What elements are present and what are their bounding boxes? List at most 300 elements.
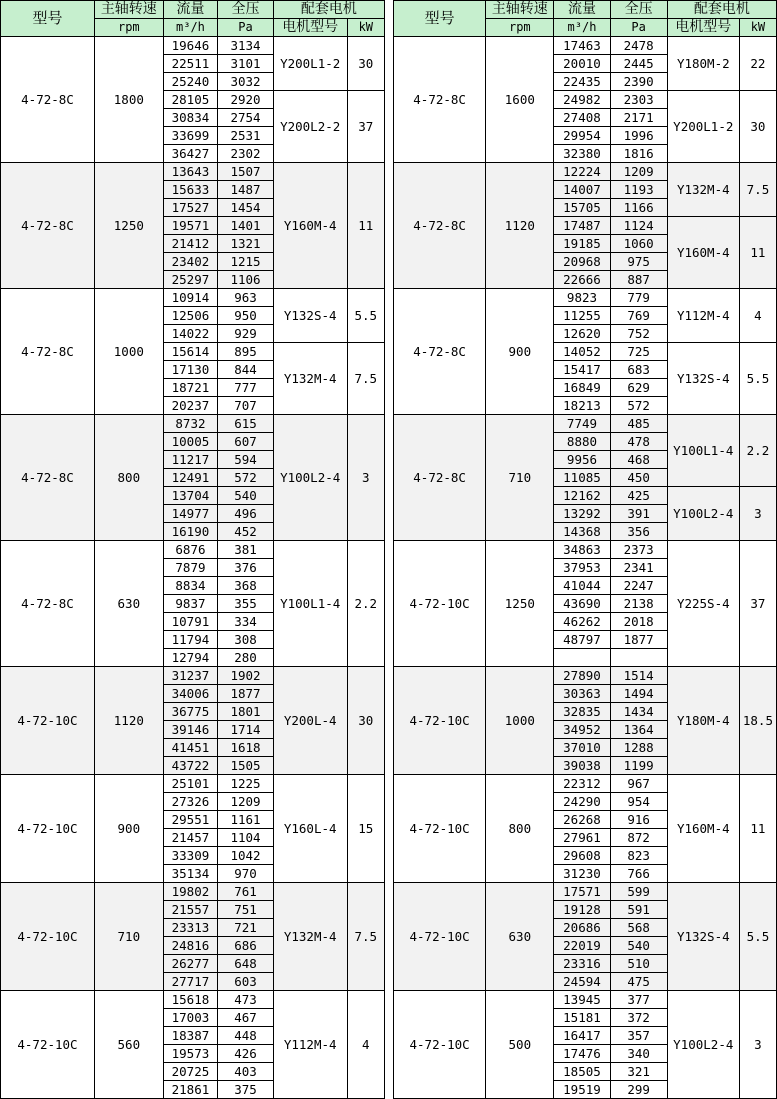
pressure-cell: 2302 — [218, 145, 274, 163]
table-body-left — [1, 37, 385, 1099]
flow-cell: 33699 — [163, 127, 218, 145]
flow-cell: 15705 — [554, 199, 610, 217]
flow-cell: 17003 — [163, 1009, 218, 1027]
flow-cell: 34006 — [163, 685, 218, 703]
pressure-cell: 426 — [218, 1045, 274, 1063]
flow-cell: 12794 — [163, 649, 218, 667]
flow-cell: 17463 — [554, 37, 610, 55]
pressure-cell: 2303 — [610, 91, 667, 109]
speed-cell: 900 — [94, 775, 163, 883]
motor-model-cell: Y160M-4 — [273, 163, 347, 289]
pressure-cell: 1401 — [218, 217, 274, 235]
pressure-cell: 372 — [610, 1009, 667, 1027]
speed-cell: 1000 — [94, 289, 163, 415]
flow-cell: 15618 — [163, 991, 218, 1009]
flow-cell: 19185 — [554, 235, 610, 253]
table-row — [1, 883, 385, 901]
flow-cell: 17487 — [554, 217, 610, 235]
motor-power-cell: 11 — [739, 217, 776, 289]
pressure-cell: 2018 — [610, 613, 667, 631]
pressure-cell: 1505 — [218, 757, 274, 775]
flow-cell: 12224 — [554, 163, 610, 181]
flow-cell: 31237 — [163, 667, 218, 685]
flow-cell: 21412 — [163, 235, 218, 253]
motor-power-cell: 5.5 — [739, 343, 776, 415]
speed-cell: 1250 — [94, 163, 163, 289]
header-motor-group: 配套电机 — [273, 1, 384, 19]
pressure-cell: 769 — [610, 307, 667, 325]
pressure-cell: 1124 — [610, 217, 667, 235]
motor-power-cell: 4 — [347, 991, 384, 1099]
speed-cell: 1120 — [94, 667, 163, 775]
pressure-cell: 1166 — [610, 199, 667, 217]
flow-cell: 32380 — [554, 145, 610, 163]
speed-cell: 900 — [486, 289, 554, 415]
flow-cell: 25240 — [163, 73, 218, 91]
model-cell: 4-72-8C — [394, 415, 486, 541]
flow-cell: 14977 — [163, 505, 218, 523]
flow-cell: 21557 — [163, 901, 218, 919]
pressure-cell: 950 — [218, 307, 274, 325]
pressure-cell: 2445 — [610, 55, 667, 73]
flow-cell: 11085 — [554, 469, 610, 487]
motor-model-cell: Y112M-4 — [667, 289, 739, 343]
flow-cell: 27717 — [163, 973, 218, 991]
flow-cell: 24594 — [554, 973, 610, 991]
table-row — [394, 289, 777, 307]
flow-cell: 35134 — [163, 865, 218, 883]
flow-cell: 17476 — [554, 1045, 610, 1063]
flow-cell: 15181 — [554, 1009, 610, 1027]
pressure-cell: 448 — [218, 1027, 274, 1045]
pressure-cell: 1288 — [610, 739, 667, 757]
pressure-cell: 1193 — [610, 181, 667, 199]
pressure-cell: 895 — [218, 343, 274, 361]
motor-power-cell: 11 — [347, 163, 384, 289]
pressure-cell: 761 — [218, 883, 274, 901]
pressure-cell: 473 — [218, 991, 274, 1009]
flow-cell: 22435 — [554, 73, 610, 91]
pressure-cell: 629 — [610, 379, 667, 397]
header-pressure: 全压 — [610, 1, 667, 19]
header-motor-model: 电机型号 — [273, 19, 347, 37]
speed-cell: 560 — [94, 991, 163, 1099]
pressure-cell: 607 — [218, 433, 274, 451]
pressure-cell: 779 — [610, 289, 667, 307]
speed-cell: 710 — [94, 883, 163, 991]
pressure-cell: 475 — [610, 973, 667, 991]
pressure-cell: 321 — [610, 1063, 667, 1081]
table-row — [1, 775, 385, 793]
motor-power-cell: 4 — [739, 289, 776, 343]
speed-cell: 630 — [94, 541, 163, 667]
flow-cell: 6876 — [163, 541, 218, 559]
flow-cell: 11217 — [163, 451, 218, 469]
motor-power-cell: 30 — [347, 667, 384, 775]
header-flow-unit: m³/h — [163, 19, 218, 37]
flow-cell: 19802 — [163, 883, 218, 901]
flow-cell: 16849 — [554, 379, 610, 397]
flow-cell: 18721 — [163, 379, 218, 397]
pressure-cell: 572 — [610, 397, 667, 415]
flow-cell: 31230 — [554, 865, 610, 883]
motor-power-cell: 2.2 — [739, 415, 776, 487]
pressure-cell: 777 — [218, 379, 274, 397]
pressure-cell: 1514 — [610, 667, 667, 685]
motor-power-cell: 5.5 — [347, 289, 384, 343]
pressure-cell: 751 — [218, 901, 274, 919]
pressure-cell: 468 — [610, 451, 667, 469]
pressure-cell: 280 — [218, 649, 274, 667]
flow-cell: 43690 — [554, 595, 610, 613]
flow-cell: 23316 — [554, 955, 610, 973]
pressure-cell: 683 — [610, 361, 667, 379]
pressure-cell: 1877 — [610, 631, 667, 649]
pressure-cell: 368 — [218, 577, 274, 595]
flow-cell: 32835 — [554, 703, 610, 721]
pressure-cell: 467 — [218, 1009, 274, 1027]
pressure-cell: 594 — [218, 451, 274, 469]
motor-model-cell: Y132M-4 — [273, 343, 347, 415]
pressure-cell: 381 — [218, 541, 274, 559]
flow-cell: 21861 — [163, 1081, 218, 1099]
flow-cell: 29551 — [163, 811, 218, 829]
speed-cell: 500 — [486, 991, 554, 1099]
flow-cell: 33309 — [163, 847, 218, 865]
flow-cell: 19646 — [163, 37, 218, 55]
motor-model-cell: Y132S-4 — [667, 343, 739, 415]
flow-cell: 11794 — [163, 631, 218, 649]
header-power: kW — [347, 19, 384, 37]
header-speed-unit: rpm — [486, 19, 554, 37]
flow-cell: 14022 — [163, 325, 218, 343]
flow-cell: 15614 — [163, 343, 218, 361]
motor-model-cell: Y180M-2 — [667, 37, 739, 91]
motor-power-cell: 37 — [347, 91, 384, 163]
pressure-cell: 1060 — [610, 235, 667, 253]
flow-cell: 29608 — [554, 847, 610, 865]
flow-cell: 36427 — [163, 145, 218, 163]
flow-cell: 9837 — [163, 595, 218, 613]
pressure-cell: 1106 — [218, 271, 274, 289]
model-cell: 4-72-10C — [394, 541, 486, 667]
flow-cell: 22312 — [554, 775, 610, 793]
flow-cell: 9823 — [554, 289, 610, 307]
table-row — [394, 667, 777, 685]
motor-power-cell: 30 — [739, 91, 776, 163]
pressure-cell: 1215 — [218, 253, 274, 271]
model-cell: 4-72-10C — [394, 991, 486, 1099]
pressure-cell: 1816 — [610, 145, 667, 163]
flow-cell: 43722 — [163, 757, 218, 775]
motor-power-cell: 2.2 — [347, 541, 384, 667]
flow-cell: 19571 — [163, 217, 218, 235]
flow-cell: 18213 — [554, 397, 610, 415]
pressure-cell: 425 — [610, 487, 667, 505]
flow-cell: 7879 — [163, 559, 218, 577]
pressure-cell: 887 — [610, 271, 667, 289]
model-cell: 4-72-10C — [1, 883, 95, 991]
table-row — [394, 415, 777, 433]
model-cell: 4-72-8C — [394, 163, 486, 289]
table-row — [394, 37, 777, 55]
flow-cell: 27326 — [163, 793, 218, 811]
motor-model-cell: Y132M-4 — [273, 883, 347, 991]
motor-power-cell: 22 — [739, 37, 776, 91]
table-row — [1, 37, 385, 55]
header-pressure-unit: Pa — [610, 19, 667, 37]
table-row — [1, 541, 385, 559]
flow-cell: 14368 — [554, 523, 610, 541]
pressure-cell: 1877 — [218, 685, 274, 703]
table-row — [394, 541, 777, 559]
flow-cell: 29954 — [554, 127, 610, 145]
flow-cell: 22666 — [554, 271, 610, 289]
flow-cell: 12491 — [163, 469, 218, 487]
flow-cell: 41451 — [163, 739, 218, 757]
flow-cell: 12620 — [554, 325, 610, 343]
table-row — [394, 163, 777, 181]
flow-cell: 13292 — [554, 505, 610, 523]
flow-cell: 20968 — [554, 253, 610, 271]
motor-model-cell: Y200L1-2 — [273, 37, 347, 91]
pressure-cell — [610, 649, 667, 667]
flow-cell: 22019 — [554, 937, 610, 955]
pressure-cell: 721 — [218, 919, 274, 937]
pressure-cell: 707 — [218, 397, 274, 415]
table-row — [394, 991, 777, 1009]
speed-cell: 1800 — [94, 37, 163, 163]
flow-cell: 8732 — [163, 415, 218, 433]
pressure-cell: 844 — [218, 361, 274, 379]
model-cell: 4-72-8C — [394, 37, 486, 163]
pressure-cell: 1902 — [218, 667, 274, 685]
pressure-cell: 1209 — [610, 163, 667, 181]
table-row — [394, 883, 777, 901]
pressure-cell: 603 — [218, 973, 274, 991]
pressure-cell: 2341 — [610, 559, 667, 577]
pressure-cell: 725 — [610, 343, 667, 361]
motor-model-cell: Y200L1-2 — [667, 91, 739, 163]
motor-model-cell: Y160M-4 — [667, 775, 739, 883]
pressure-cell: 3101 — [218, 55, 274, 73]
table-row — [1, 289, 385, 307]
model-cell: 4-72-8C — [1, 541, 95, 667]
flow-cell: 30363 — [554, 685, 610, 703]
flow-cell: 23402 — [163, 253, 218, 271]
motor-model-cell: Y100L2-4 — [667, 991, 739, 1099]
pressure-cell: 1494 — [610, 685, 667, 703]
pressure-cell: 540 — [218, 487, 274, 505]
header-speed: 主轴转速 — [486, 1, 554, 19]
pressure-cell: 3032 — [218, 73, 274, 91]
pressure-cell: 377 — [610, 991, 667, 1009]
model-cell: 4-72-8C — [1, 289, 95, 415]
flow-cell: 14007 — [554, 181, 610, 199]
pressure-cell: 2247 — [610, 577, 667, 595]
model-cell: 4-72-10C — [394, 667, 486, 775]
speed-cell: 710 — [486, 415, 554, 541]
header-flow-unit: m³/h — [554, 19, 610, 37]
flow-cell: 23313 — [163, 919, 218, 937]
flow-cell: 10914 — [163, 289, 218, 307]
pressure-cell: 1618 — [218, 739, 274, 757]
flow-cell: 34863 — [554, 541, 610, 559]
flow-cell: 18387 — [163, 1027, 218, 1045]
pressure-cell: 1714 — [218, 721, 274, 739]
motor-model-cell: Y100L2-4 — [667, 487, 739, 541]
model-cell: 4-72-8C — [1, 163, 95, 289]
speed-cell: 1120 — [486, 163, 554, 289]
flow-cell: 48797 — [554, 631, 610, 649]
pressure-cell: 2920 — [218, 91, 274, 109]
pressure-cell: 391 — [610, 505, 667, 523]
flow-cell: 19573 — [163, 1045, 218, 1063]
flow-cell: 16190 — [163, 523, 218, 541]
pressure-cell: 929 — [218, 325, 274, 343]
flow-cell: 39038 — [554, 757, 610, 775]
flow-cell: 19128 — [554, 901, 610, 919]
flow-cell: 17527 — [163, 199, 218, 217]
pressure-cell: 752 — [610, 325, 667, 343]
model-cell: 4-72-8C — [394, 289, 486, 415]
flow-cell: 37010 — [554, 739, 610, 757]
pressure-cell: 1801 — [218, 703, 274, 721]
table-body-right — [394, 37, 777, 1099]
flow-cell: 20686 — [554, 919, 610, 937]
flow-cell: 24290 — [554, 793, 610, 811]
model-cell: 4-72-8C — [1, 37, 95, 163]
flow-cell: 17571 — [554, 883, 610, 901]
motor-power-cell: 5.5 — [739, 883, 776, 991]
motor-power-cell: 11 — [739, 775, 776, 883]
motor-model-cell: Y132S-4 — [273, 289, 347, 343]
header-motor-model: 电机型号 — [667, 19, 739, 37]
pressure-cell: 591 — [610, 901, 667, 919]
motor-model-cell: Y200L-4 — [273, 667, 347, 775]
pressure-cell: 355 — [218, 595, 274, 613]
motor-model-cell: Y100L1-4 — [273, 541, 347, 667]
table-row — [1, 163, 385, 181]
header-pressure: 全压 — [218, 1, 274, 19]
table-row — [1, 415, 385, 433]
pressure-cell: 299 — [610, 1081, 667, 1099]
motor-model-cell: Y160M-4 — [667, 217, 739, 289]
pressure-cell: 2754 — [218, 109, 274, 127]
pressure-cell: 967 — [610, 775, 667, 793]
table-row — [1, 991, 385, 1009]
model-cell: 4-72-10C — [1, 775, 95, 883]
pressure-cell: 403 — [218, 1063, 274, 1081]
speed-cell: 1600 — [486, 37, 554, 163]
speed-cell: 800 — [486, 775, 554, 883]
motor-model-cell: Y200L2-2 — [273, 91, 347, 163]
pressure-cell: 1487 — [218, 181, 274, 199]
table-row — [1, 667, 385, 685]
pressure-cell: 1321 — [218, 235, 274, 253]
flow-cell: 13643 — [163, 163, 218, 181]
flow-cell: 8834 — [163, 577, 218, 595]
flow-cell: 17130 — [163, 361, 218, 379]
flow-cell: 27890 — [554, 667, 610, 685]
header-motor-group: 配套电机 — [667, 1, 776, 19]
pressure-cell: 2373 — [610, 541, 667, 559]
pressure-cell: 2478 — [610, 37, 667, 55]
flow-cell — [554, 649, 610, 667]
motor-power-cell: 3 — [347, 415, 384, 541]
header-model: 型号 — [394, 1, 486, 37]
pressure-cell: 2171 — [610, 109, 667, 127]
pressure-cell: 954 — [610, 793, 667, 811]
speed-cell: 1250 — [486, 541, 554, 667]
flow-cell: 12162 — [554, 487, 610, 505]
pressure-cell: 872 — [610, 829, 667, 847]
pressure-cell: 2138 — [610, 595, 667, 613]
pressure-cell: 540 — [610, 937, 667, 955]
flow-cell: 7749 — [554, 415, 610, 433]
speed-cell: 1000 — [486, 667, 554, 775]
flow-cell: 26268 — [554, 811, 610, 829]
motor-model-cell: Y132M-4 — [667, 163, 739, 217]
pressure-cell: 1434 — [610, 703, 667, 721]
pressure-cell: 823 — [610, 847, 667, 865]
motor-power-cell: 37 — [739, 541, 776, 667]
flow-cell: 14052 — [554, 343, 610, 361]
header-power: kW — [739, 19, 776, 37]
model-cell: 4-72-8C — [1, 415, 95, 541]
flow-cell: 10005 — [163, 433, 218, 451]
flow-cell: 22511 — [163, 55, 218, 73]
pressure-cell: 1364 — [610, 721, 667, 739]
flow-cell: 9956 — [554, 451, 610, 469]
speed-cell: 800 — [94, 415, 163, 541]
motor-model-cell: Y132S-4 — [667, 883, 739, 991]
pressure-cell: 1161 — [218, 811, 274, 829]
pressure-cell: 1042 — [218, 847, 274, 865]
pressure-cell: 1225 — [218, 775, 274, 793]
motor-power-cell: 7.5 — [347, 883, 384, 991]
pressure-cell: 1996 — [610, 127, 667, 145]
table-row — [394, 775, 777, 793]
pressure-cell: 1199 — [610, 757, 667, 775]
pressure-cell: 2531 — [218, 127, 274, 145]
pressure-cell: 568 — [610, 919, 667, 937]
model-cell: 4-72-10C — [394, 775, 486, 883]
flow-cell: 37953 — [554, 559, 610, 577]
header-model: 型号 — [1, 1, 95, 37]
motor-power-cell: 30 — [347, 37, 384, 91]
pressure-cell: 376 — [218, 559, 274, 577]
pressure-cell: 766 — [610, 865, 667, 883]
header-flow: 流量 — [163, 1, 218, 19]
pressure-cell: 308 — [218, 631, 274, 649]
model-cell: 4-72-10C — [1, 991, 95, 1099]
pressure-cell: 615 — [218, 415, 274, 433]
pressure-cell: 599 — [610, 883, 667, 901]
flow-cell: 15417 — [554, 361, 610, 379]
pressure-cell: 3134 — [218, 37, 274, 55]
speed-cell: 630 — [486, 883, 554, 991]
pressure-cell: 1104 — [218, 829, 274, 847]
pressure-cell: 375 — [218, 1081, 274, 1099]
flow-cell: 21457 — [163, 829, 218, 847]
flow-cell: 25101 — [163, 775, 218, 793]
flow-cell: 27408 — [554, 109, 610, 127]
flow-cell: 13704 — [163, 487, 218, 505]
flow-cell: 30834 — [163, 109, 218, 127]
motor-power-cell: 7.5 — [739, 163, 776, 217]
pressure-cell: 334 — [218, 613, 274, 631]
